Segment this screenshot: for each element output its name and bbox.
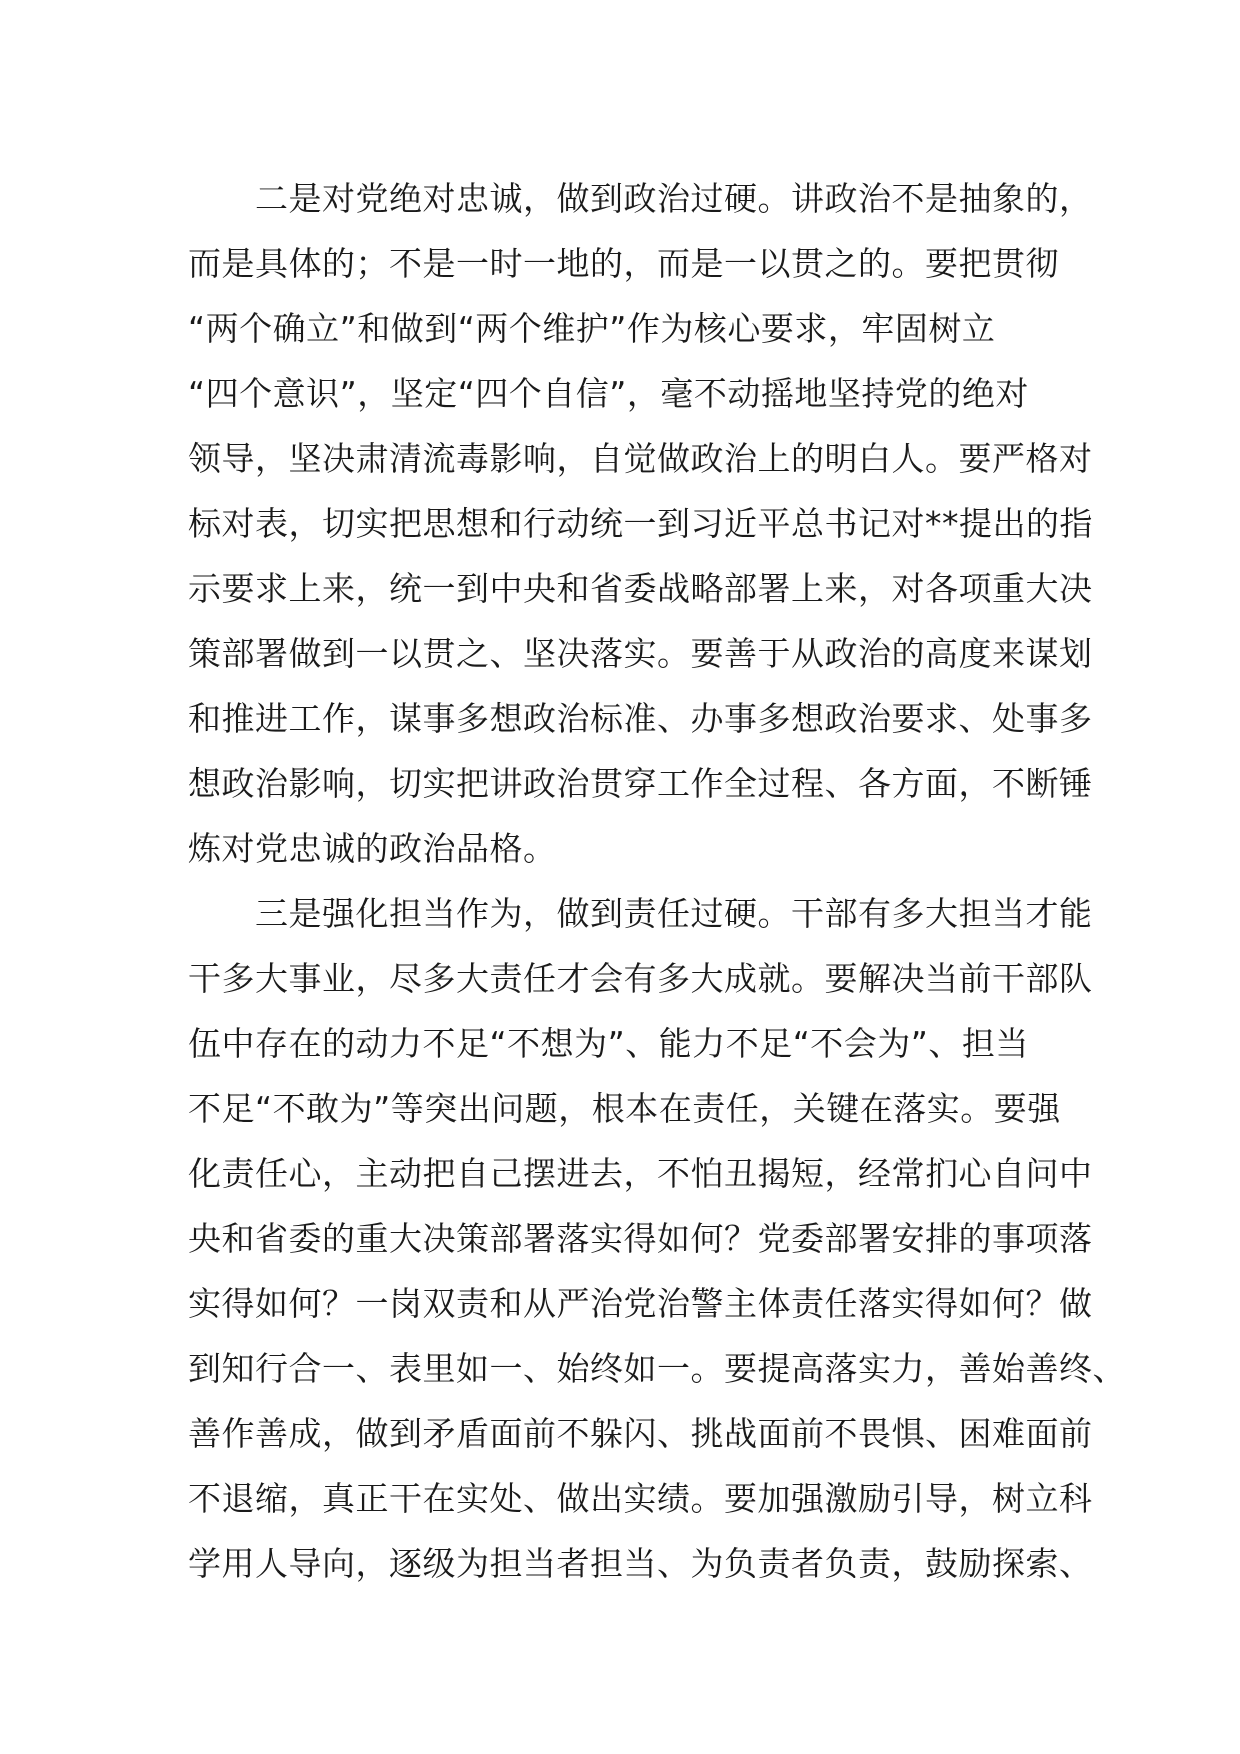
text-line: 想政治影响，切实把讲政治贯穿工作全过程、各方面，不断锤 — [188, 764, 1093, 803]
text-line: 到知行合一、表里如一、始终如一。要提高落实力，善始善终、 — [188, 1349, 1126, 1388]
text-line: 领导，坚决肃清流毒影响，自觉做政治上的明白人。要严格对 — [188, 439, 1093, 478]
text-line: 伍中存在的动力不足“不想为”、能力不足“不会为”、担当 — [188, 1024, 1029, 1063]
text-line: 三是强化担当作为，做到责任过硬。干部有多大担当才能 — [188, 894, 1093, 933]
text-line: 化责任心，主动把自己摆进去，不怕丑揭短，经常扪心自问中 — [188, 1154, 1093, 1193]
text-line: 善作善成，做到矛盾面前不躲闪、挑战面前不畏惧、困难面前 — [188, 1414, 1093, 1453]
text-line: 学用人导向，逐级为担当者担当、为负责者负责，鼓励探索、 — [188, 1544, 1093, 1583]
text-line: 不足“不敢为”等突出问题，根本在责任，关键在落实。要强 — [188, 1089, 1061, 1128]
text-line: 央和省委的重大决策部署落实得如何？党委部署安排的事项落 — [188, 1219, 1093, 1258]
text-line: “两个确立”和做到“两个维护”作为核心要求，牢固树立 — [188, 309, 996, 348]
text-line: 而是具体的；不是一时一地的，而是一以贯之的。要把贯彻 — [188, 244, 1059, 283]
text-line: 示要求上来，统一到中央和省委战略部署上来，对各项重大决 — [188, 569, 1093, 608]
text-line: 实得如何？一岗双责和从严治党治警主体责任落实得如何？做 — [188, 1284, 1093, 1323]
body-text — [188, 166, 1126, 1596]
text-line: 炼对党忠诚的政治品格。 — [188, 829, 557, 868]
text-line: “四个意识”，坚定“四个自信”，毫不动摇地坚持党的绝对 — [188, 374, 1029, 413]
text-line: 标对表，切实把思想和行动统一到习近平总书记对**提出的指 — [188, 504, 1093, 543]
text-line: 不退缩，真正干在实处、做出实绩。要加强激励引导，树立科 — [188, 1479, 1093, 1518]
text-line: 二是对党绝对忠诚，做到政治过硬。讲政治不是抽象的， — [188, 179, 1093, 218]
text-line: 干多大事业，尽多大责任才会有多大成就。要解决当前干部队 — [188, 959, 1093, 998]
text-line: 和推进工作，谋事多想政治标准、办事多想政治要求、处事多 — [188, 699, 1093, 738]
text-line: 策部署做到一以贯之、坚决落实。要善于从政治的高度来谋划 — [188, 634, 1093, 673]
